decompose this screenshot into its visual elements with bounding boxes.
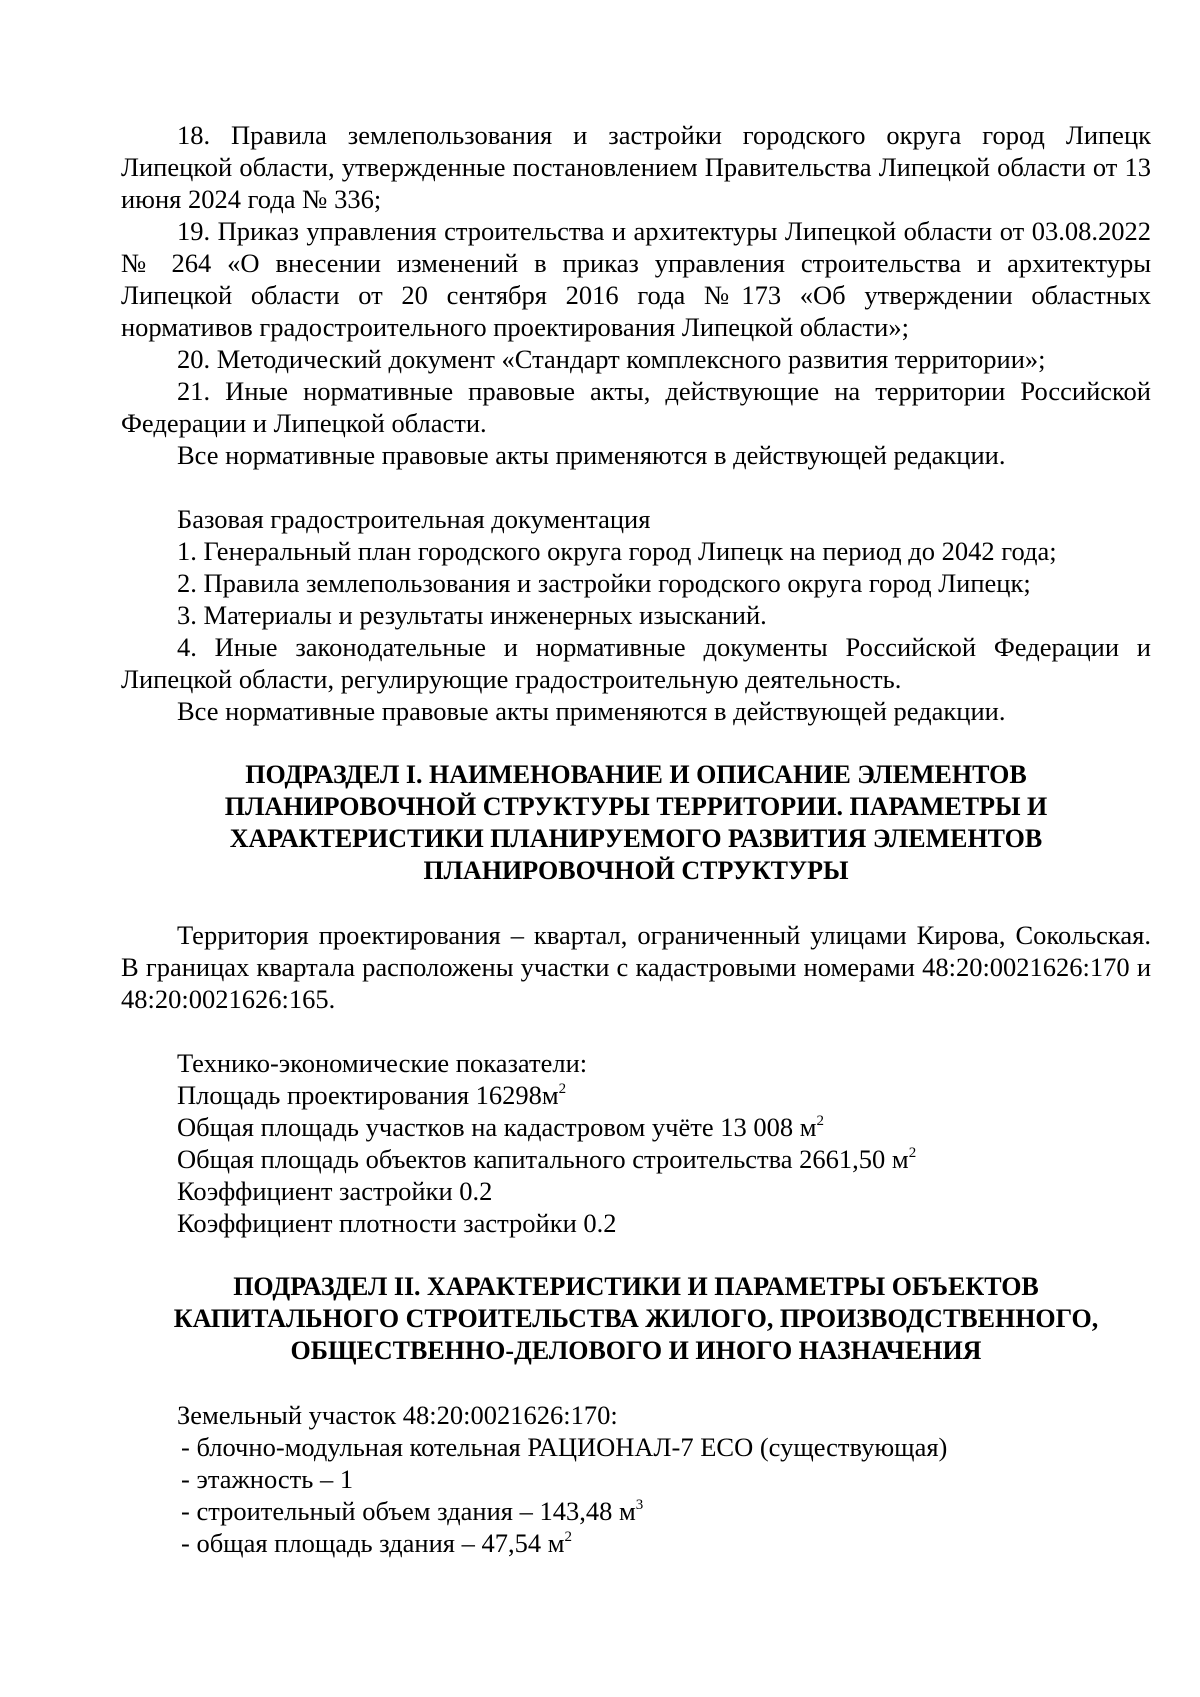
- subsection-1-title-line: ХАРАКТЕРИСТИКИ ПЛАНИРУЕМОГО РАЗВИТИЯ ЭЛЕМЕНТОВ: [229, 824, 1043, 853]
- base-docs-item-3: 3. Материалы и результаты инженерных изысканий.: [177, 600, 767, 630]
- land-plot-list: [121, 1431, 1151, 1559]
- spacer: [121, 727, 1151, 759]
- spacer: [121, 471, 1151, 503]
- indicator-density-coefficient: Коэффициент плотности застройки 0.2: [177, 1208, 617, 1238]
- subsection-1-title: [121, 759, 1151, 887]
- subsection-1-title-line: ПЛАНИРОВОЧНОЙ СТРУКТУРЫ ТЕРРИТОРИИ. ПАРАМЕТРЫ И: [224, 792, 1048, 821]
- subsection-2-title-line: ОБЩЕСТВЕННО-ДЕЛОВОГО И ИНОГО НАЗНАЧЕНИЯ: [290, 1336, 982, 1365]
- base-docs-item-1: 1. Генеральный план городского округа город Липецк на период до 2042 года;: [177, 536, 1057, 566]
- base-docs-note: Все нормативные правовые акты применяются в действующей редакции.: [177, 696, 1006, 726]
- subsection-2-title-line: ПОДРАЗДЕЛ II. ХАРАКТЕРИСТИКИ И ПАРАМЕТРЫ ОБЪЕКТОВ: [233, 1272, 1039, 1301]
- indicator-cadastral-area: Общая площадь участков на кадастровом учёте 13 008 $м^2$: [177, 1112, 824, 1142]
- spacer: [121, 887, 1151, 919]
- base-docs-heading: Базовая градостроительная документация: [177, 504, 651, 534]
- land-plot-heading: Земельный участок 48:20:0021626:170:: [177, 1400, 618, 1430]
- document-page: [121, 119, 1151, 1559]
- indicators-heading: Технико-экономические показатели:: [177, 1048, 588, 1078]
- subsection-1-title-line: ПЛАНИРОВОЧНОЙ СТРУКТУРЫ: [423, 856, 849, 885]
- paragraph-18: 18. Правила землепользования и застройки городского округа город Липецк Липецкой области, утвержденные постановлением Правительства Липецкой области от 13 июня 2024 года № 336;: [121, 120, 1151, 214]
- paragraph-20: 20. Методический документ «Стандарт комплексного развития территории»;: [177, 344, 1046, 374]
- subsection-2-title-line: КАПИТАЛЬНОГО СТРОИТЕЛЬСТВА ЖИЛОГО, ПРОИЗВОДСТВЕННОГО,: [173, 1304, 1099, 1333]
- indicator-build-coefficient: Коэффициент застройки 0.2: [177, 1176, 493, 1206]
- indicator-design-area: Площадь проектирования $16298м^2$: [177, 1080, 567, 1110]
- list-item: - общая площадь здания – 47,54 $м^2$: [181, 1528, 572, 1558]
- paragraph-21: 21. Иные нормативные правовые акты, действующие на территории Российской Федерации и Липецкой области.: [121, 376, 1151, 438]
- list-item: - этажность – 1: [181, 1464, 354, 1494]
- redaction-note: Все нормативные правовые акты применяются в действующей редакции.: [177, 440, 1006, 470]
- spacer: [121, 1015, 1151, 1047]
- subsection-1-title-line: ПОДРАЗДЕЛ I. НАИМЕНОВАНИЕ И ОПИСАНИЕ ЭЛЕМЕНТОВ: [245, 760, 1027, 789]
- list-item: - блочно-модульная котельная РАЦИОНАЛ-7 ЕСО (существующая): [181, 1432, 948, 1462]
- indicator-capital-area: Общая площадь объектов капитального строительства 2661,50 $м^2$: [177, 1144, 917, 1174]
- paragraph-19: 19. Приказ управления строительства и архитектуры Липецкой области от 03.08.2022 № 264 «О внесении изменений в приказ управления строительства и архитектуры Липецкой области от 20 сентября 2016 года №173 «Об утверждении областных нормативов градостроительного проектирования Липецкой области»;: [121, 216, 1151, 342]
- list-item: - строительный объем здания – 143,48 $м^3$: [181, 1496, 644, 1526]
- base-docs-item-4: 4. Иные законодательные и нормативные документы Российской Федерации и Липецкой области, регулирующие градостроительную деятельность.: [121, 632, 1151, 694]
- subsection-2-title: [121, 1271, 1151, 1367]
- spacer: [121, 1367, 1151, 1399]
- base-docs-item-2: 2. Правила землепользования и застройки городского округа город Липецк;: [177, 568, 1031, 598]
- spacer: [121, 1239, 1151, 1271]
- territory-description: Территория проектирования – квартал, ограниченный улицами Кирова, Сокольская. В границах квартала расположены участки с кадастровыми номерами 48:20:0021626:170 и 48:20:0021626:165.: [121, 920, 1151, 1014]
